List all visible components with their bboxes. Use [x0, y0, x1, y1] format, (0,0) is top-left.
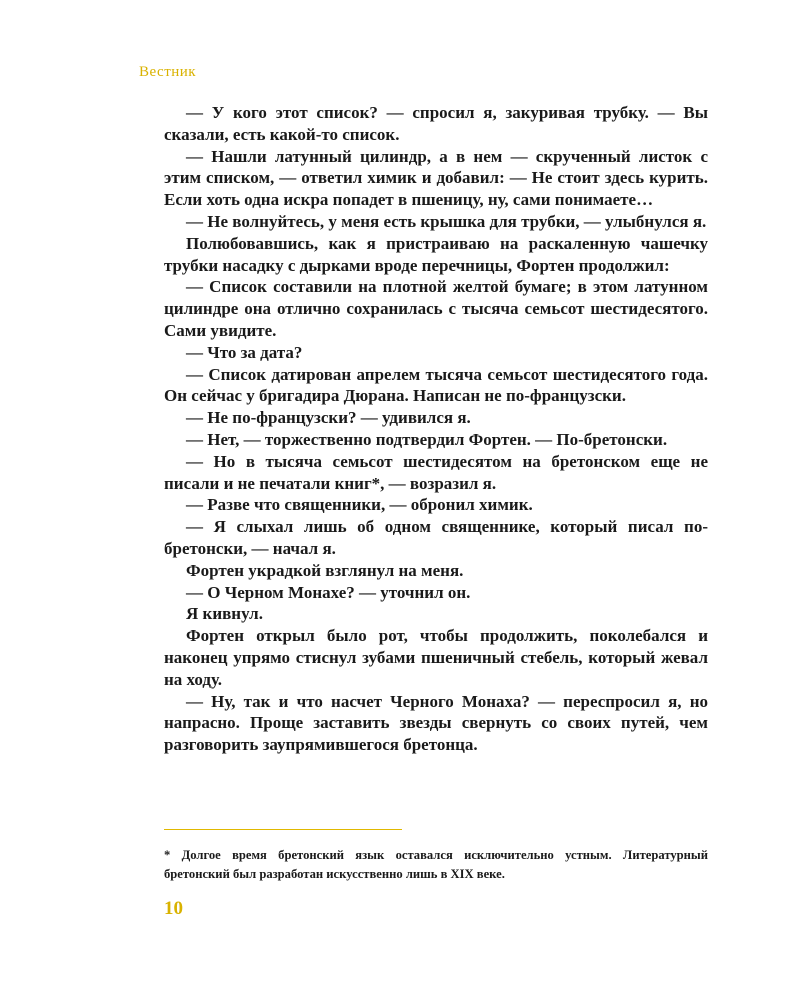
paragraph: Я кивнул.: [186, 604, 263, 624]
running-head: Вестник: [139, 64, 197, 80]
paragraph: — Нашли латунный цилиндр, а в нем — скрученный листок с этим списком, — ответил химик и добавил: — Не стоит здесь курить. Если хоть одна искра попадет в пшеницу, ну, сами понимаете…: [164, 146, 708, 210]
paragraph: — Список датирован апрелем тысяча семьсот шестидесятого года. Он сейчас у бригадира Дюрана. Написан не по-французски.: [164, 364, 708, 406]
paragraph: Полюбовавшись, как я пристраиваю на раскаленную чашечку трубки насадку с дырками вроде перечницы, Фортен продолжил:: [164, 233, 708, 275]
paragraph: — О Черном Монахе? — уточнил он.: [186, 582, 471, 602]
paragraph: — Но в тысяча семьсот шестидесятом на бретонском еще не писали и не печатали книг*, — возразил я.: [164, 451, 708, 493]
footnote-divider: [164, 829, 402, 830]
paragraph: Фортен украдкой взглянул на меня.: [186, 560, 464, 580]
paragraph: Фортен открыл было рот, чтобы продолжить, поколебался и наконец упрямо стиснул зубами пшеничный стебель, который жевал на ходу.: [164, 626, 708, 689]
paragraph: — Список составили на плотной желтой бумаге; в этом латунном цилиндре она отлично сохранилась с тысяча семьсот шестидесятого. Сами увидите.: [164, 277, 708, 340]
page-number: 10: [164, 898, 183, 919]
footnote: * Долгое время бретонский язык оставался исключительно устным. Литературный бретонский был разработан искусственно лишь в XIX веке.: [164, 848, 708, 881]
body-text: [164, 102, 708, 756]
paragraph: — Разве что священники, — обронил химик.: [186, 495, 533, 515]
paragraph: — Нет, — торжественно подтвердил Фортен. — По-бретонски.: [186, 429, 668, 449]
paragraph: — Не по-французски? — удивился я.: [186, 408, 471, 428]
paragraph: — Ну, так и что насчет Черного Монаха? — переспросил я, но напрасно. Проще заставить звезды свернуть со своих путей, чем разговорить заупрямившегося бретонца.: [164, 691, 708, 755]
paragraph: — Я слыхал лишь об одном священнике, который писал по-бретонски, — начал я.: [164, 517, 708, 558]
paragraph: — Не волнуйтесь, у меня есть крышка для трубки, — улыбнулся я.: [186, 211, 707, 231]
paragraph: — Что за дата?: [186, 342, 303, 362]
paragraph: — У кого этот список? — спросил я, закуривая трубку. — Вы сказали, есть какой-то список.: [164, 103, 708, 144]
